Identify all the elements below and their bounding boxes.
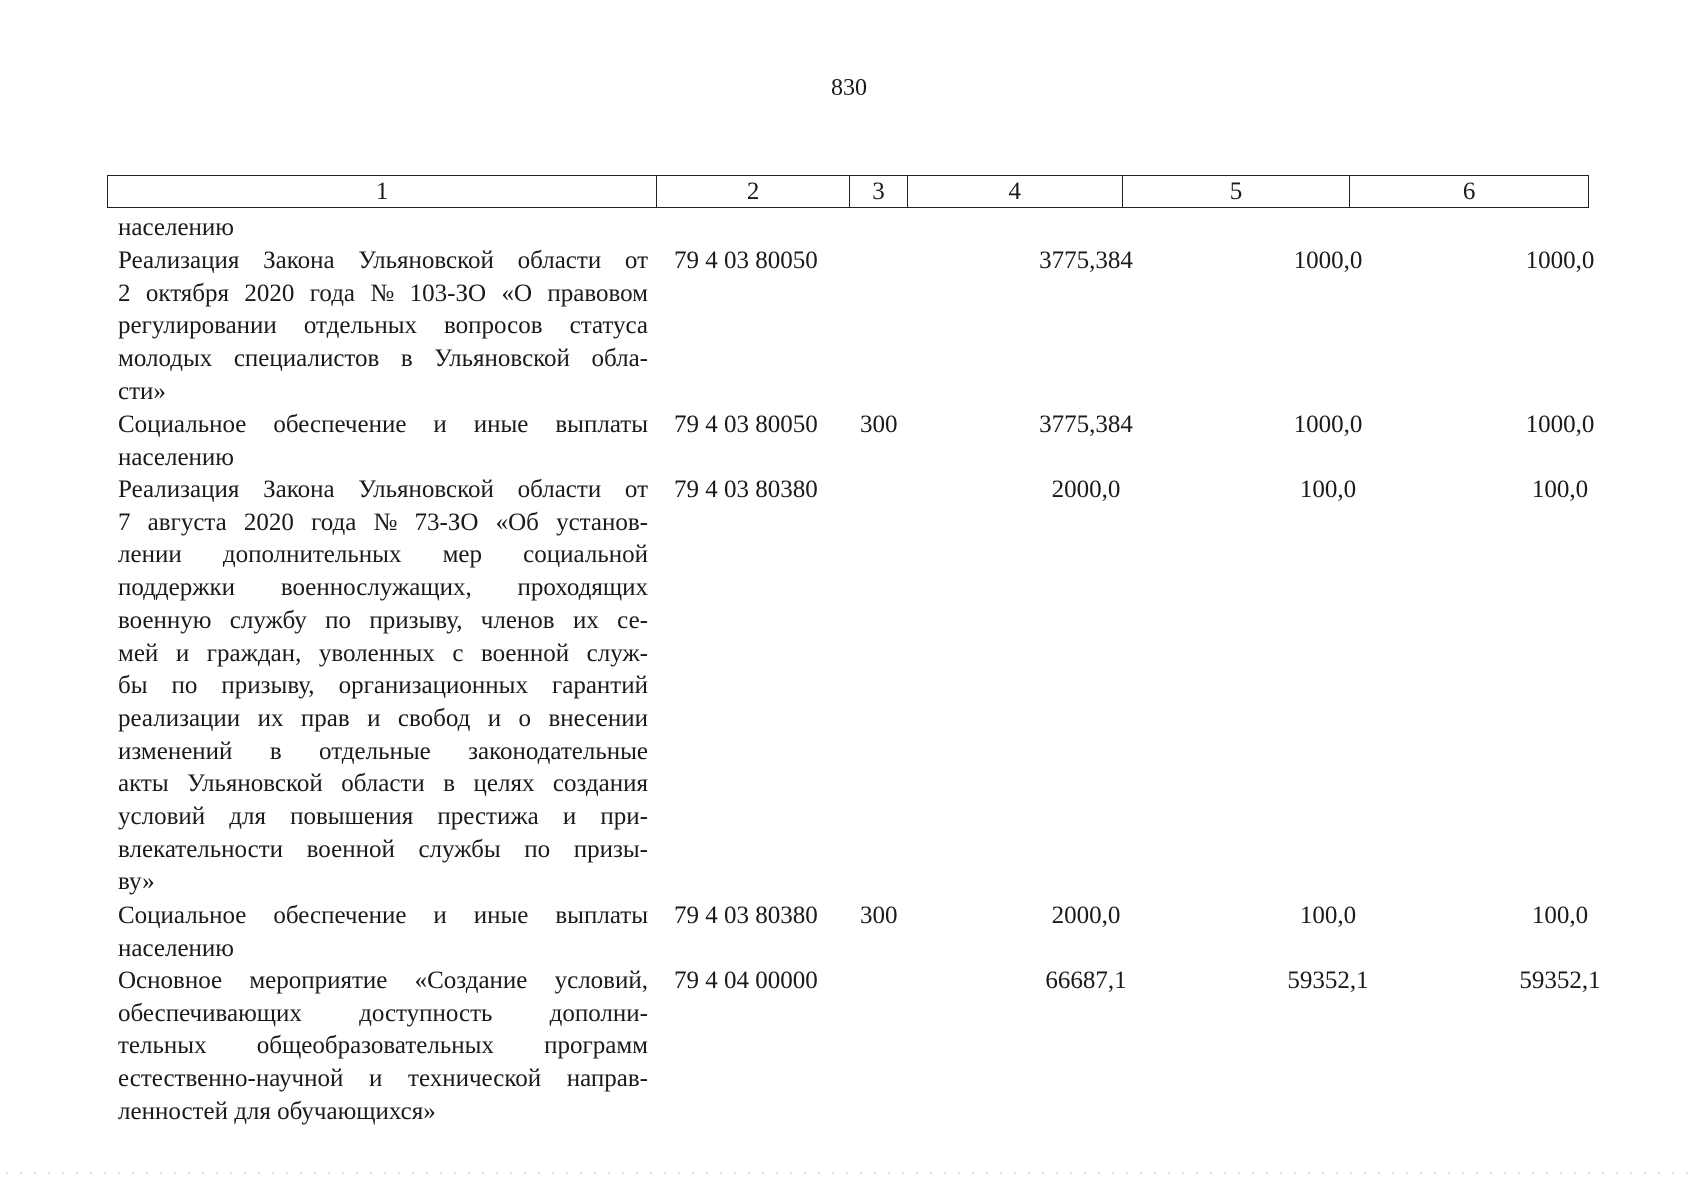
row-value-col4: 3775,384 <box>1039 247 1133 274</box>
table-row <box>118 900 1588 965</box>
row-description <box>118 245 648 409</box>
row-description <box>118 965 648 1129</box>
header-col-3: 3 <box>850 176 908 207</box>
description-line: обеспечивающих доступность дополни- <box>118 999 648 1027</box>
row-description <box>118 900 648 965</box>
description-line: тельных общеобразовательных программ <box>118 1032 648 1060</box>
row-value-col6: 59352,1 <box>1519 967 1601 994</box>
row-value-col4: 66687,1 <box>1045 967 1127 994</box>
row-value-col4: 2000,0 <box>1051 476 1121 503</box>
table-header <box>107 175 1589 208</box>
row-value-col5: 100,0 <box>1299 902 1357 929</box>
description-line: молодых специалистов в Ульяновской обла- <box>118 345 648 373</box>
description-line: влекательности военной службы по призы- <box>118 835 648 863</box>
row-expense-type: 300 <box>860 411 898 438</box>
table-row <box>118 409 1595 474</box>
description-line: реализации их прав и свобод и о внесении <box>118 704 648 732</box>
description-line: изменений в отдельные законодательные <box>118 737 648 765</box>
row-value-col5: 100,0 <box>1299 476 1357 503</box>
description-line: поддержки военнослужащих, проходящих <box>118 574 648 602</box>
row-code: 79 4 03 80050 <box>674 411 818 438</box>
row-value-col5: 1000,0 <box>1293 247 1363 274</box>
description-line: Реализация Закона Ульяновской области от <box>118 247 648 274</box>
description-line: сти» <box>118 377 166 405</box>
row-value-col6: 1000,0 <box>1525 411 1595 438</box>
description-line: условий для повышения престижа и при- <box>118 803 648 831</box>
page-number: 830 <box>831 75 867 101</box>
row-description <box>118 409 648 474</box>
description-line: бы по призыву, организационных гарантий <box>118 672 648 700</box>
row-value-col4: 2000,0 <box>1051 902 1121 929</box>
description-line: военную службу по призыву, членов их се- <box>118 606 648 634</box>
row-value-col6: 1000,0 <box>1525 247 1595 274</box>
header-col-5: 5 <box>1123 176 1351 207</box>
description-line: населению <box>118 214 234 241</box>
table-row <box>118 212 1588 245</box>
row-code: 79 4 03 80380 <box>674 476 818 503</box>
row-description <box>118 474 648 899</box>
row-expense-type: 300 <box>860 902 898 929</box>
header-col-4: 4 <box>908 176 1123 207</box>
description-line: Социальное обеспечение и иные выплаты <box>118 902 648 929</box>
header-col-2: 2 <box>657 176 850 207</box>
table-row <box>118 965 1601 1129</box>
description-line: мей и граждан, уволенных с военной служ- <box>118 639 648 667</box>
description-line: ву» <box>118 868 155 896</box>
row-code: 79 4 04 00000 <box>674 967 818 994</box>
description-line: акты Ульяновской области в целях создания <box>118 770 648 798</box>
description-line: 2 октября 2020 года № 103-ЗО «О правовом <box>118 279 648 307</box>
description-line: ленностей для обучающихся» <box>118 1097 436 1125</box>
description-line: населению <box>118 443 234 471</box>
row-code: 79 4 03 80380 <box>674 902 818 929</box>
row-value-col6: 100,0 <box>1531 902 1589 929</box>
description-line: Основное мероприятие «Создание условий, <box>118 967 648 994</box>
header-col-6: 6 <box>1462 178 1476 205</box>
row-value-col5: 59352,1 <box>1287 967 1369 994</box>
row-value-col4: 3775,384 <box>1039 411 1133 438</box>
row-value-col6: 100,0 <box>1531 476 1589 503</box>
description-line: 7 августа 2020 года № 73-ЗО «Об установ- <box>118 508 648 536</box>
description-line: Социальное обеспечение и иные выплаты <box>118 411 648 438</box>
header-col-1: 1 <box>108 176 657 207</box>
row-description <box>118 212 648 245</box>
description-line: лении дополнительных мер социальной <box>118 541 648 569</box>
table-row <box>118 474 1588 899</box>
row-code: 79 4 03 80050 <box>674 247 818 274</box>
description-line: населению <box>118 934 234 962</box>
scan-noise-divider <box>0 1172 1698 1174</box>
row-value-col5: 1000,0 <box>1293 411 1363 438</box>
description-line: Реализация Закона Ульяновской области от <box>118 476 648 503</box>
description-line: регулировании отдельных вопросов статуса <box>118 312 648 340</box>
table-row <box>118 245 1595 409</box>
description-line: естественно-научной и технической направ- <box>118 1065 648 1093</box>
